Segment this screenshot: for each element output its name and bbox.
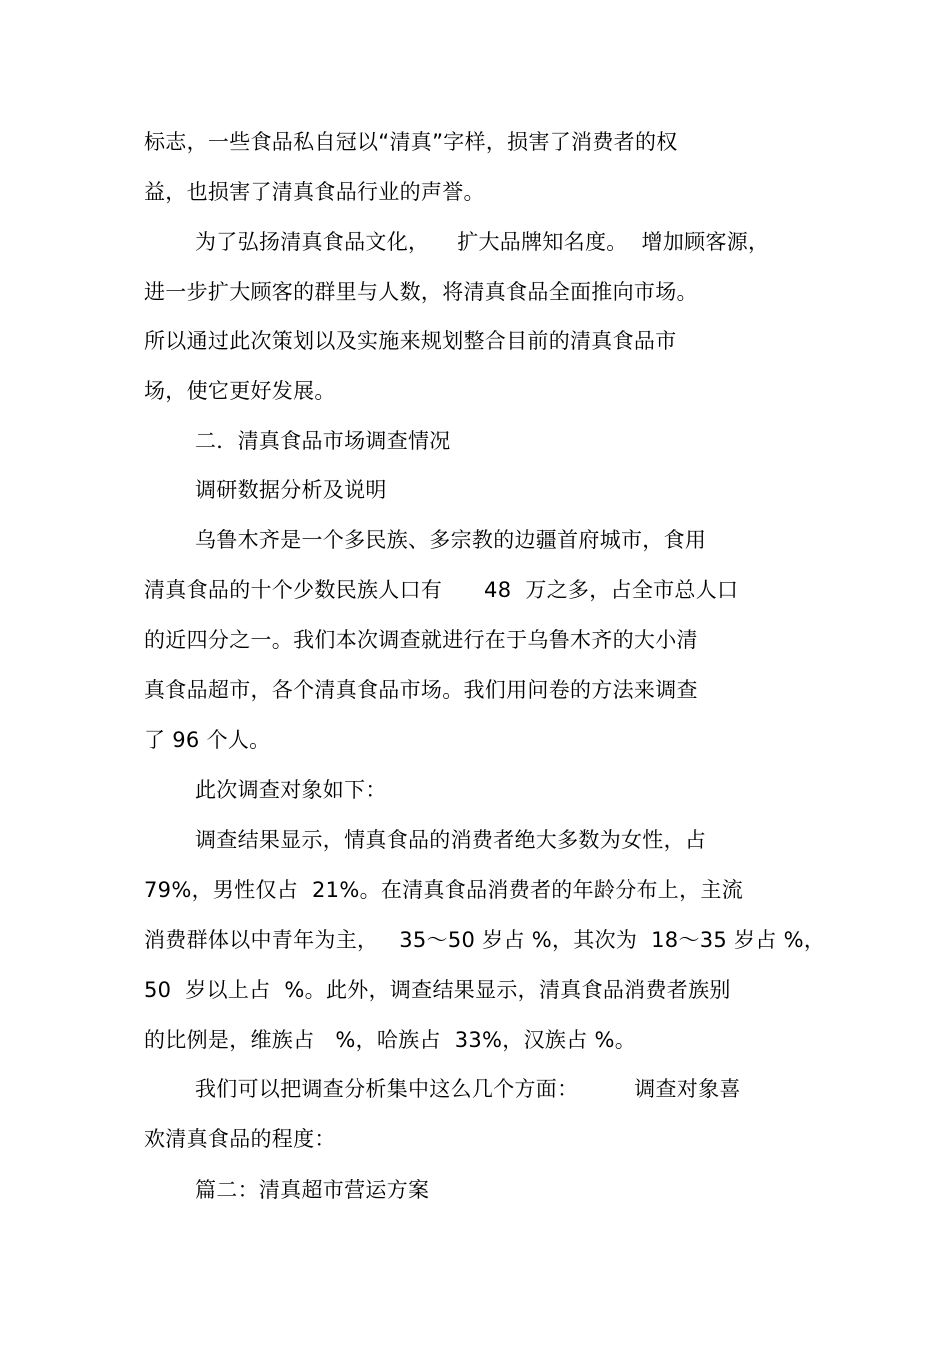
paragraph-start: 我们可以把调查分析集中这么几个方面： 调查对象喜 bbox=[195, 1077, 741, 1101]
paragraph-start: 此次调查对象如下： bbox=[195, 778, 387, 802]
text-line: 了 96 个人。 bbox=[144, 728, 271, 752]
text-line: 真食品超市，各个清真食品市场。我们用问卷的方法来调查 bbox=[144, 678, 698, 702]
text-line: 欢清真食品的程度： bbox=[144, 1127, 336, 1151]
text-line: 标志，一些食品私自冠以“清真”字样，损害了消费者的权 bbox=[144, 130, 678, 154]
text-line: 79%，男性仅占 21%。在清真食品消费者的年龄分布上，主流 bbox=[144, 878, 743, 902]
text-line: 的比例是，维族占 %，哈族占 33%，汉族占 %。 bbox=[144, 1028, 637, 1052]
text-line: 消费群体以中青年为主， 35～50 岁占 %，其次为 18～35 岁占 %， bbox=[144, 928, 826, 952]
text-line: 场，使它更好发展。 bbox=[144, 379, 336, 403]
paragraph-start: 调查结果显示，情真食品的消费者绝大多数为女性，占 bbox=[195, 828, 707, 852]
subsection-heading: 调研数据分析及说明 bbox=[195, 478, 387, 502]
paragraph-start: 为了弘扬清真食品文化， 扩大品牌知名度。 增加顾客源， bbox=[195, 230, 770, 254]
paragraph-start: 乌鲁木齐是一个多民族、多宗教的边疆首府城市，食用 bbox=[195, 528, 707, 552]
section-heading: 篇二：清真超市营运方案 bbox=[195, 1178, 430, 1202]
text-line: 进一步扩大顾客的群里与人数，将清真食品全面推向市场。 bbox=[144, 280, 698, 304]
text-line: 清真食品的十个少数民族人口有 48 万之多，占全市总人口 bbox=[144, 578, 739, 602]
text-line: 益，也损害了清真食品行业的声誉。 bbox=[144, 180, 485, 204]
text-line: 50 岁以上占 %。此外，调查结果显示，清真食品消费者族别 bbox=[144, 978, 731, 1002]
section-heading: 二．清真食品市场调查情况 bbox=[195, 429, 451, 453]
text-line: 所以通过此次策划以及实施来规划整合目前的清真食品市 bbox=[144, 329, 677, 353]
text-line: 的近四分之一。我们本次调查就进行在于乌鲁木齐的大小清 bbox=[144, 628, 698, 652]
